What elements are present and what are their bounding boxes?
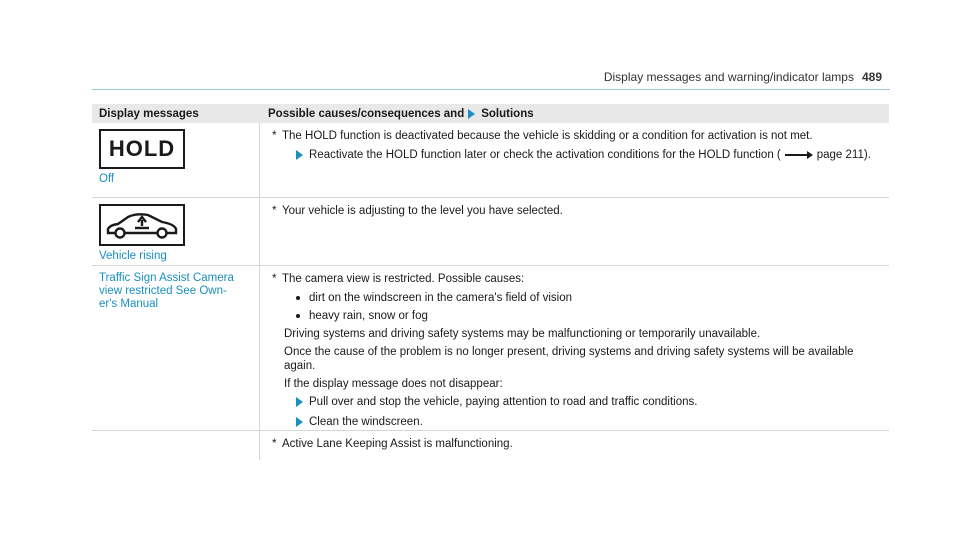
messages-table xyxy=(92,104,889,460)
cause-text-content: The HOLD function is deactivated because the vehicle is skidding or a condition for activation is not met. xyxy=(282,130,813,142)
solution-item xyxy=(292,395,881,409)
header-title: Display messages and warning/indicator lamps xyxy=(603,70,854,84)
bullet-dot-icon xyxy=(296,314,300,318)
solution-text: Clean the windscreen. xyxy=(309,416,423,428)
running-header xyxy=(604,70,882,84)
hold-icon xyxy=(99,129,185,169)
message-cell xyxy=(92,266,260,430)
page-number: 489 xyxy=(861,70,882,84)
message-cell xyxy=(92,198,260,265)
header-rule xyxy=(92,89,890,90)
cause-cell xyxy=(260,431,889,460)
bullet-item xyxy=(296,291,881,305)
cause-text xyxy=(272,129,881,143)
bullet-dot-icon xyxy=(296,296,300,300)
bullet-item xyxy=(296,309,881,323)
star-marker: * xyxy=(272,130,277,142)
car-rising-icon xyxy=(104,209,180,241)
cause-cell xyxy=(260,123,889,197)
cause-cell xyxy=(260,198,889,265)
star-marker: * xyxy=(272,273,277,285)
table-row xyxy=(92,431,889,460)
table-row xyxy=(92,266,889,431)
solution-item xyxy=(292,148,881,162)
cause-text xyxy=(272,437,881,451)
solution-text: Reactivate the HOLD function later or check the activation conditions for the HOLD function ( xyxy=(309,149,781,161)
paragraph: Driving systems and driving safety systems may be malfunctioning or temporarily unavailable. xyxy=(284,328,761,340)
solution-text: Pull over and stop the vehicle, paying attention to road and traffic conditions. xyxy=(309,396,698,408)
bullet-text: dirt on the windscreen in the camera's field of vision xyxy=(309,292,572,304)
cause-text xyxy=(272,204,881,218)
message-label: Vehicle rising xyxy=(99,250,167,262)
column-header-causes-text: Possible causes/consequences and xyxy=(268,107,465,120)
hold-icon-text: HOLD xyxy=(108,136,176,161)
message-cell xyxy=(92,123,260,197)
table-header xyxy=(92,104,889,123)
bullet-text: heavy rain, snow or fog xyxy=(309,310,428,322)
table-row xyxy=(92,198,889,266)
solution-item xyxy=(292,415,881,429)
table-row xyxy=(92,123,889,198)
column-header-solutions-text: Solutions xyxy=(481,107,534,120)
column-header-causes xyxy=(260,107,889,121)
cause-text-content: Your vehicle is adjusting to the level you have selected. xyxy=(282,205,563,217)
paragraph: Once the cause of the problem is no longer present, driving systems and driving safety systems will be available again. xyxy=(284,346,854,372)
star-marker: * xyxy=(272,205,277,217)
column-header-display-messages: Display messages xyxy=(99,107,199,120)
message-label: Off xyxy=(99,173,115,185)
message-label: Traffic Sign Assist Camera view restricted See Own-er's Manual xyxy=(99,272,234,310)
solution-arrow-icon xyxy=(296,397,303,407)
cause-text-content: The camera view is restricted. Possible causes: xyxy=(282,273,525,285)
vehicle-level-rising-icon xyxy=(99,204,185,246)
page-reference-arrow-icon xyxy=(785,151,813,159)
cause-text-content: Active Lane Keeping Assist is malfunctioning. xyxy=(282,438,513,450)
cause-cell xyxy=(260,266,889,430)
page-reference-link[interactable]: page 211). xyxy=(816,149,871,161)
paragraph: If the display message does not disappear: xyxy=(284,378,503,390)
solution-arrow-icon xyxy=(296,417,303,427)
solution-arrow-icon xyxy=(296,150,303,160)
solution-arrow-icon xyxy=(468,109,475,119)
message-cell xyxy=(92,431,260,460)
star-marker: * xyxy=(272,438,277,450)
cause-text xyxy=(272,272,881,286)
